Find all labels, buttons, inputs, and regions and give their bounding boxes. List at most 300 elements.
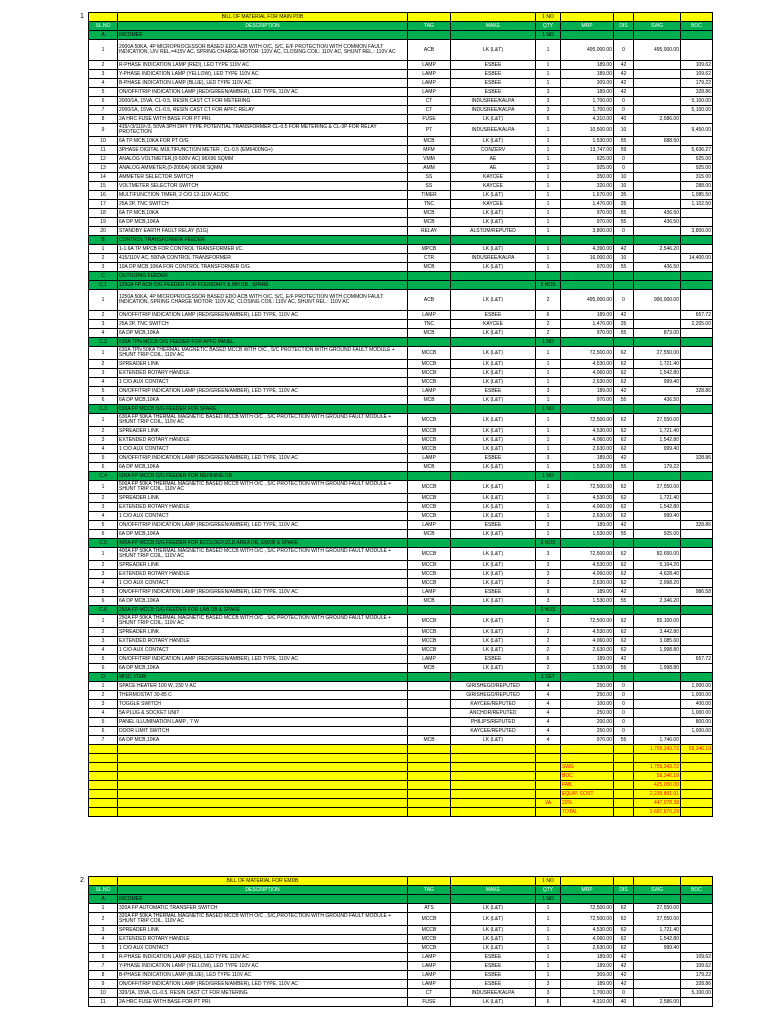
qty-cell: 4 bbox=[536, 736, 561, 745]
mrp-cell: 1,700.00 bbox=[561, 989, 614, 998]
tag-cell: MCCB bbox=[408, 561, 451, 570]
sl-no-cell: 4 bbox=[89, 378, 118, 387]
qty-cell: 6 bbox=[536, 998, 561, 1007]
summary-prefix: VA bbox=[536, 799, 561, 808]
sl-no-cell: 6 bbox=[89, 396, 118, 405]
qty-cell: 6 bbox=[536, 115, 561, 124]
make-cell: LK (L&T) bbox=[451, 736, 536, 745]
dis-cell: 0 bbox=[614, 989, 634, 998]
dis-cell bbox=[614, 338, 634, 347]
qty-cell: 1 bbox=[536, 971, 561, 980]
swg-cell: 436.50 bbox=[634, 396, 681, 405]
make-cell: KAYCEE/REPUTED bbox=[451, 700, 536, 709]
swg-cell: 999.40 bbox=[634, 944, 681, 953]
boc-cell: 5,100.00 bbox=[681, 106, 713, 115]
mrp-cell bbox=[561, 405, 614, 414]
summary-prefix bbox=[536, 772, 561, 781]
summary-prefix bbox=[536, 790, 561, 799]
boc-cell: 109.62 bbox=[681, 962, 713, 971]
boc-cell bbox=[681, 347, 713, 360]
swg-total: 1,755,343.72 bbox=[634, 745, 681, 754]
description-cell: 500A FP MCCB O/G FEEDER FOR REFINING DB bbox=[118, 472, 408, 481]
mrp-cell: 189.00 bbox=[561, 387, 614, 396]
mrp-cell: 72,500.00 bbox=[561, 904, 614, 913]
description-cell: SPREADER LINK bbox=[118, 494, 408, 503]
mrp-cell: 100.00 bbox=[561, 700, 614, 709]
description-cell: 1 C/O AUX CONTACT bbox=[118, 646, 408, 655]
table-row bbox=[89, 700, 713, 709]
description-cell: EXTENDED ROTARY HANDLE bbox=[118, 369, 408, 378]
qty-cell: 1 NO bbox=[536, 895, 561, 904]
swg-cell: 4,628.40 bbox=[634, 570, 681, 579]
summary-value bbox=[634, 754, 681, 763]
table-row bbox=[89, 530, 713, 539]
boc-cell bbox=[681, 606, 713, 615]
make-cell bbox=[451, 338, 536, 347]
sl-no-cell: 7 bbox=[89, 736, 118, 745]
description-cell: 2000A 50KA, 4P MICROPROCESSOR BASED EDO ACB WITH O/C, S/C, E/F PROTECTION WITH COMMON FAULT INDICATION, U/V REL.=415V AC, SPRING CHARGE MOTOR: 110V AC, CLOSING COIL: 110V AC, SHUNT REL.: 110V AC bbox=[118, 40, 408, 61]
summary-row bbox=[89, 808, 713, 817]
table-row bbox=[89, 597, 713, 606]
make-cell: KAYCEE bbox=[451, 200, 536, 209]
boc-cell: 3,800.00 bbox=[681, 227, 713, 236]
dis-cell: 42 bbox=[614, 980, 634, 989]
tag-cell: MCCB bbox=[408, 944, 451, 953]
sl-no-cell: 2 bbox=[89, 691, 118, 700]
qty-cell: 1 bbox=[536, 944, 561, 953]
swg-cell: 2,346.20 bbox=[634, 597, 681, 606]
blank-cell bbox=[451, 754, 536, 763]
boc-cell bbox=[681, 494, 713, 503]
make-cell: ESBEE bbox=[451, 88, 536, 97]
mrp-cell: 2,630.00 bbox=[561, 512, 614, 521]
blank-cell bbox=[681, 754, 713, 763]
summary-row bbox=[89, 754, 713, 763]
description-cell: EXTENDED ROTARY HANDLE bbox=[118, 570, 408, 579]
swg-cell bbox=[634, 236, 681, 245]
dis-cell: 0 bbox=[614, 155, 634, 164]
table-row bbox=[89, 40, 713, 61]
mrp-cell: 970.00 bbox=[561, 396, 614, 405]
description-cell: 6A DP MCB,10KA bbox=[118, 664, 408, 673]
mrp-cell: 925.00 bbox=[561, 155, 614, 164]
tag-cell: LAMP bbox=[408, 454, 451, 463]
blank-cell bbox=[451, 13, 536, 22]
qty-cell: 1 bbox=[536, 40, 561, 61]
description-cell: 1 C/O AUX CONTACT bbox=[118, 944, 408, 953]
blank-cell bbox=[89, 772, 118, 781]
mrp-cell bbox=[561, 236, 614, 245]
make-cell: LK (L&T) bbox=[451, 245, 536, 254]
qty-cell: 3 bbox=[536, 387, 561, 396]
sl-no-cell: 12 bbox=[89, 155, 118, 164]
sl-no-cell: C.2 bbox=[89, 338, 118, 347]
blank-cell bbox=[681, 799, 713, 808]
qty-cell: 1 bbox=[536, 218, 561, 227]
column-header: MAKE bbox=[451, 22, 536, 31]
swg-cell: 1,542.80 bbox=[634, 369, 681, 378]
qty-cell: 2 bbox=[536, 628, 561, 637]
boc-cell bbox=[681, 998, 713, 1007]
description-cell: 1 C/O AUX CONTACT bbox=[118, 579, 408, 588]
sl-no-cell: 2 bbox=[89, 494, 118, 503]
sl-no-cell: 5 bbox=[89, 944, 118, 953]
make-cell: INDUSREE/KALPA bbox=[451, 254, 536, 263]
tag-cell: LAMP bbox=[408, 655, 451, 664]
dis-cell: 10 bbox=[614, 173, 634, 182]
qty-cell: 3 bbox=[536, 579, 561, 588]
dis-cell: 0 bbox=[614, 97, 634, 106]
mrp-cell: 970.00 bbox=[561, 736, 614, 745]
table-row bbox=[89, 320, 713, 329]
tag-cell bbox=[408, 405, 451, 414]
mrp-cell: 189.00 bbox=[561, 962, 614, 971]
make-cell bbox=[451, 539, 536, 548]
dis-cell: 62 bbox=[614, 427, 634, 436]
description-cell: 6A DP MCB,10KA bbox=[118, 329, 408, 338]
tag-cell: CT bbox=[408, 106, 451, 115]
swg-cell: 1,746.00 bbox=[634, 736, 681, 745]
sl-no-cell: A bbox=[89, 31, 118, 40]
make-cell bbox=[451, 31, 536, 40]
boc-cell bbox=[681, 673, 713, 682]
sl-no-cell: C.4 bbox=[89, 472, 118, 481]
dis-cell: 62 bbox=[614, 561, 634, 570]
description-cell: 6A DP MCB,10KA bbox=[118, 597, 408, 606]
swg-cell: 999.40 bbox=[634, 378, 681, 387]
description-cell: EXTENDED ROTARY HANDLE bbox=[118, 935, 408, 944]
description-cell: 250A FP MCCB O/G FEEDER FOR LAB DB & SPARE bbox=[118, 606, 408, 615]
tag-cell: MPCB bbox=[408, 245, 451, 254]
swg-cell: 2,586.00 bbox=[634, 998, 681, 1007]
column-header: SL.NO bbox=[89, 886, 118, 895]
dis-cell: 0 bbox=[614, 727, 634, 736]
table-row bbox=[89, 79, 713, 88]
qty-cell: 2 bbox=[536, 637, 561, 646]
table-row bbox=[89, 637, 713, 646]
qty-cell: 1 bbox=[536, 200, 561, 209]
section-row bbox=[89, 272, 713, 281]
tag-cell: LAMP bbox=[408, 962, 451, 971]
mrp-cell: 189.00 bbox=[561, 980, 614, 989]
mrp-cell: 4,530.00 bbox=[561, 427, 614, 436]
boc-cell: 1,102.50 bbox=[681, 200, 713, 209]
make-cell: LK (L&T) bbox=[451, 209, 536, 218]
description-cell: 1 C/O AUX CONTACT bbox=[118, 512, 408, 521]
qty-cell: 3 bbox=[536, 989, 561, 998]
mrp-cell: 4,530.00 bbox=[561, 561, 614, 570]
sl-no-cell: 6 bbox=[89, 597, 118, 606]
bom-table bbox=[88, 876, 713, 1007]
header-row bbox=[89, 886, 713, 895]
boc-cell bbox=[681, 597, 713, 606]
dis-cell: 62 bbox=[614, 548, 634, 561]
table-row bbox=[89, 935, 713, 944]
dis-cell: 40 bbox=[614, 115, 634, 124]
tag-cell: MCCB bbox=[408, 503, 451, 512]
tag-cell: MCCB bbox=[408, 579, 451, 588]
swg-cell: 688.50 bbox=[634, 137, 681, 146]
swg-cell: 3,085.60 bbox=[634, 637, 681, 646]
tag-cell: MCCB bbox=[408, 637, 451, 646]
tag-cell bbox=[408, 338, 451, 347]
make-cell: ANCHOR/REPUTED bbox=[451, 709, 536, 718]
boc-cell: 925.00 bbox=[681, 164, 713, 173]
dis-cell: 42 bbox=[614, 521, 634, 530]
dis-cell: 0 bbox=[614, 700, 634, 709]
swg-cell bbox=[634, 962, 681, 971]
tag-cell bbox=[408, 606, 451, 615]
swg-cell: 27,550.00 bbox=[634, 913, 681, 926]
swg-cell bbox=[634, 61, 681, 70]
column-header: TAG bbox=[408, 22, 451, 31]
description-cell: 6A TP MCB,10KA FOR PT O/G bbox=[118, 137, 408, 146]
mrp-cell: 72,500.00 bbox=[561, 913, 614, 926]
tag-cell: TNC bbox=[408, 200, 451, 209]
swg-cell: 1,721.40 bbox=[634, 494, 681, 503]
sl-no-cell: 19 bbox=[89, 218, 118, 227]
boc-cell bbox=[681, 378, 713, 387]
make-cell: LK (L&T) bbox=[451, 378, 536, 387]
bom-table bbox=[88, 12, 713, 817]
blank-cell bbox=[681, 781, 713, 790]
mrp-cell: 309.00 bbox=[561, 79, 614, 88]
mrp-cell: 4,060.00 bbox=[561, 935, 614, 944]
sl-no-cell: 14 bbox=[89, 173, 118, 182]
boc-cell: 400.00 bbox=[681, 700, 713, 709]
blank-cell bbox=[561, 13, 614, 22]
swg-cell bbox=[634, 146, 681, 155]
boc-cell bbox=[681, 236, 713, 245]
tag-cell: LAMP bbox=[408, 88, 451, 97]
swg-cell bbox=[634, 124, 681, 137]
swg-cell: 27,550.00 bbox=[634, 414, 681, 427]
description-cell: DOOR LIMIT SWITCH bbox=[118, 727, 408, 736]
table-row bbox=[89, 88, 713, 97]
make-cell: LK (L&T) bbox=[451, 290, 536, 311]
column-header: DESCRIPTION bbox=[118, 22, 408, 31]
summary-prefix bbox=[536, 808, 561, 817]
boc-cell bbox=[681, 935, 713, 944]
sl-no-cell: 3 bbox=[89, 263, 118, 272]
summary-label: 20% bbox=[561, 799, 614, 808]
boc-cell: 109.62 bbox=[681, 70, 713, 79]
boc-cell bbox=[681, 329, 713, 338]
dis-cell: 62 bbox=[614, 926, 634, 935]
swg-cell: 82,650.00 bbox=[634, 548, 681, 561]
mrp-cell: 970.00 bbox=[561, 209, 614, 218]
tag-cell: MCB bbox=[408, 329, 451, 338]
make-cell bbox=[451, 236, 536, 245]
sl-no-cell: 4 bbox=[89, 329, 118, 338]
description-cell: 6A DP MCB,10KA bbox=[118, 736, 408, 745]
swg-cell: 495,000.00 bbox=[634, 40, 681, 61]
make-cell bbox=[451, 405, 536, 414]
table-row bbox=[89, 481, 713, 494]
make-cell: KAYCEE bbox=[451, 320, 536, 329]
blank-cell bbox=[614, 790, 634, 799]
description-cell: ON/OFF/TRIP INDICATION LAMP (RED/GREEN/AMBER), LED TYPE, 110V AC bbox=[118, 454, 408, 463]
make-cell: LK (L&T) bbox=[451, 548, 536, 561]
make-cell: ESBEE bbox=[451, 454, 536, 463]
blank-cell bbox=[89, 799, 118, 808]
blank-cell bbox=[634, 877, 681, 886]
boc-cell bbox=[681, 895, 713, 904]
tag-cell bbox=[408, 682, 451, 691]
mrp-cell bbox=[561, 472, 614, 481]
blank-cell bbox=[451, 799, 536, 808]
qty-cell: 1 bbox=[536, 263, 561, 272]
sl-no-cell: 4 bbox=[89, 79, 118, 88]
qty-cell: 1 NO bbox=[536, 472, 561, 481]
mrp-cell: 189.00 bbox=[561, 88, 614, 97]
summary-prefix bbox=[536, 754, 561, 763]
dis-cell: 59 bbox=[614, 146, 634, 155]
make-cell: ESBEE bbox=[451, 980, 536, 989]
summary-value: 425,000.00 bbox=[634, 781, 681, 790]
description-cell: 630A FP MCCB O/G FEEDER FOR SPARE bbox=[118, 405, 408, 414]
qty-cell: 4 bbox=[536, 700, 561, 709]
sl-no-cell: 5 bbox=[89, 588, 118, 597]
mrp-cell: 495,000.00 bbox=[561, 40, 614, 61]
description-cell: 2A HRC FUSE WITH BASE FOR PT PRI. bbox=[118, 998, 408, 1007]
mrp-cell: 13,747.00 bbox=[561, 146, 614, 155]
table-row bbox=[89, 980, 713, 989]
sl-no-cell: 6 bbox=[89, 664, 118, 673]
boc-cell: 1,000.00 bbox=[681, 727, 713, 736]
swg-cell bbox=[634, 272, 681, 281]
dis-cell: 55 bbox=[614, 463, 634, 472]
tag-cell: MCB bbox=[408, 218, 451, 227]
dis-cell: 0 bbox=[614, 106, 634, 115]
table-row bbox=[89, 944, 713, 953]
tag-cell bbox=[408, 236, 451, 245]
boc-cell bbox=[681, 481, 713, 494]
make-cell: LK (L&T) bbox=[451, 935, 536, 944]
description-cell: ON/OFF/TRIP INDICATION LAMP (RED/GREEN/AMBER), LED TYPE, 110V AC bbox=[118, 311, 408, 320]
column-header: SL.NO bbox=[89, 22, 118, 31]
mrp-cell: 925.00 bbox=[561, 164, 614, 173]
boc-cell bbox=[681, 736, 713, 745]
dis-cell: 62 bbox=[614, 579, 634, 588]
qty-cell: 1 bbox=[536, 369, 561, 378]
boc-cell bbox=[681, 281, 713, 290]
boc-cell bbox=[681, 360, 713, 369]
qty-cell: 1 bbox=[536, 436, 561, 445]
dis-cell: 42 bbox=[614, 70, 634, 79]
mrp-cell: 4,310.00 bbox=[561, 998, 614, 1007]
sl-no-cell: 8 bbox=[89, 115, 118, 124]
tag-cell: MCCB bbox=[408, 548, 451, 561]
sl-no-cell: 11 bbox=[89, 146, 118, 155]
sl-no-cell: 2 bbox=[89, 561, 118, 570]
mrp-cell: 1,530.00 bbox=[561, 664, 614, 673]
table-row bbox=[89, 115, 713, 124]
qty-cell: 1 bbox=[536, 124, 561, 137]
mrp-cell: 189.00 bbox=[561, 953, 614, 962]
make-cell: LK (L&T) bbox=[451, 561, 536, 570]
make-cell: AE bbox=[451, 164, 536, 173]
boc-cell: 9,450.00 bbox=[681, 124, 713, 137]
swg-cell bbox=[634, 691, 681, 700]
sl-no-cell: 4 bbox=[89, 709, 118, 718]
mrp-cell bbox=[561, 338, 614, 347]
sl-no-cell: 1 bbox=[89, 682, 118, 691]
description-cell: 25A 2P, TNC SWITCH bbox=[118, 200, 408, 209]
mrp-cell: 189.00 bbox=[561, 655, 614, 664]
column-header: MAKE bbox=[451, 886, 536, 895]
table-row bbox=[89, 664, 713, 673]
column-header: MRP bbox=[561, 886, 614, 895]
sl-no-cell: 1 bbox=[89, 548, 118, 561]
description-cell: SPREADER LINK bbox=[118, 926, 408, 935]
description-cell: 1 C/O AUX CONTACT bbox=[118, 445, 408, 454]
table-row bbox=[89, 209, 713, 218]
blank-cell bbox=[118, 763, 408, 772]
make-cell: GIRISHEGO/REPUTED bbox=[451, 691, 536, 700]
table-row bbox=[89, 436, 713, 445]
tag-cell: MCB bbox=[408, 530, 451, 539]
qty-cell: 6 bbox=[536, 311, 561, 320]
tag-cell: MCCB bbox=[408, 913, 451, 926]
table-row bbox=[89, 155, 713, 164]
qty-cell: 3 bbox=[536, 548, 561, 561]
section-row bbox=[89, 338, 713, 347]
description-cell: EXTENDED ROTARY HANDLE bbox=[118, 503, 408, 512]
dis-cell bbox=[614, 539, 634, 548]
make-cell: INDUSREE/KALPA bbox=[451, 989, 536, 998]
table-row bbox=[89, 904, 713, 913]
dis-cell: 62 bbox=[614, 944, 634, 953]
sl-no-cell: 6 bbox=[89, 953, 118, 962]
dis-cell: 10 bbox=[614, 254, 634, 263]
table-row bbox=[89, 588, 713, 597]
dis-cell: 42 bbox=[614, 953, 634, 962]
tag-cell: MCCB bbox=[408, 570, 451, 579]
sl-no-cell: 3 bbox=[89, 926, 118, 935]
table-row bbox=[89, 445, 713, 454]
blank-cell bbox=[118, 808, 408, 817]
tag-cell: PT bbox=[408, 124, 451, 137]
table-row bbox=[89, 61, 713, 70]
sl-no-cell: D bbox=[89, 673, 118, 682]
mrp-cell: 4,530.00 bbox=[561, 926, 614, 935]
table-row bbox=[89, 124, 713, 137]
description-cell: SPREADER LINK bbox=[118, 628, 408, 637]
swg-cell: 1,998.80 bbox=[634, 664, 681, 673]
tag-cell: AMM bbox=[408, 164, 451, 173]
swg-cell: 27,550.00 bbox=[634, 481, 681, 494]
dis-cell: 55 bbox=[614, 597, 634, 606]
table-row bbox=[89, 579, 713, 588]
make-cell: ESBEE bbox=[451, 311, 536, 320]
section-row bbox=[89, 31, 713, 40]
section-row bbox=[89, 281, 713, 290]
column-header: DESCRIPTION bbox=[118, 886, 408, 895]
qty-cell: 1 NO bbox=[536, 405, 561, 414]
mrp-cell: 250.00 bbox=[561, 727, 614, 736]
boc-cell bbox=[681, 944, 713, 953]
blank-cell bbox=[118, 799, 408, 808]
title-row bbox=[89, 877, 713, 886]
qty-cell: 1 bbox=[536, 481, 561, 494]
description-cell: 320/1A, 15VA, CL-0.5, RESIN CAST CT FOR METERING bbox=[118, 989, 408, 998]
make-cell: LK (L&T) bbox=[451, 263, 536, 272]
make-cell: GIRISHEGO/REPUTED bbox=[451, 682, 536, 691]
mrp-cell: 2,630.00 bbox=[561, 378, 614, 387]
qty-cell: 1 bbox=[536, 904, 561, 913]
blank-cell bbox=[614, 745, 634, 754]
